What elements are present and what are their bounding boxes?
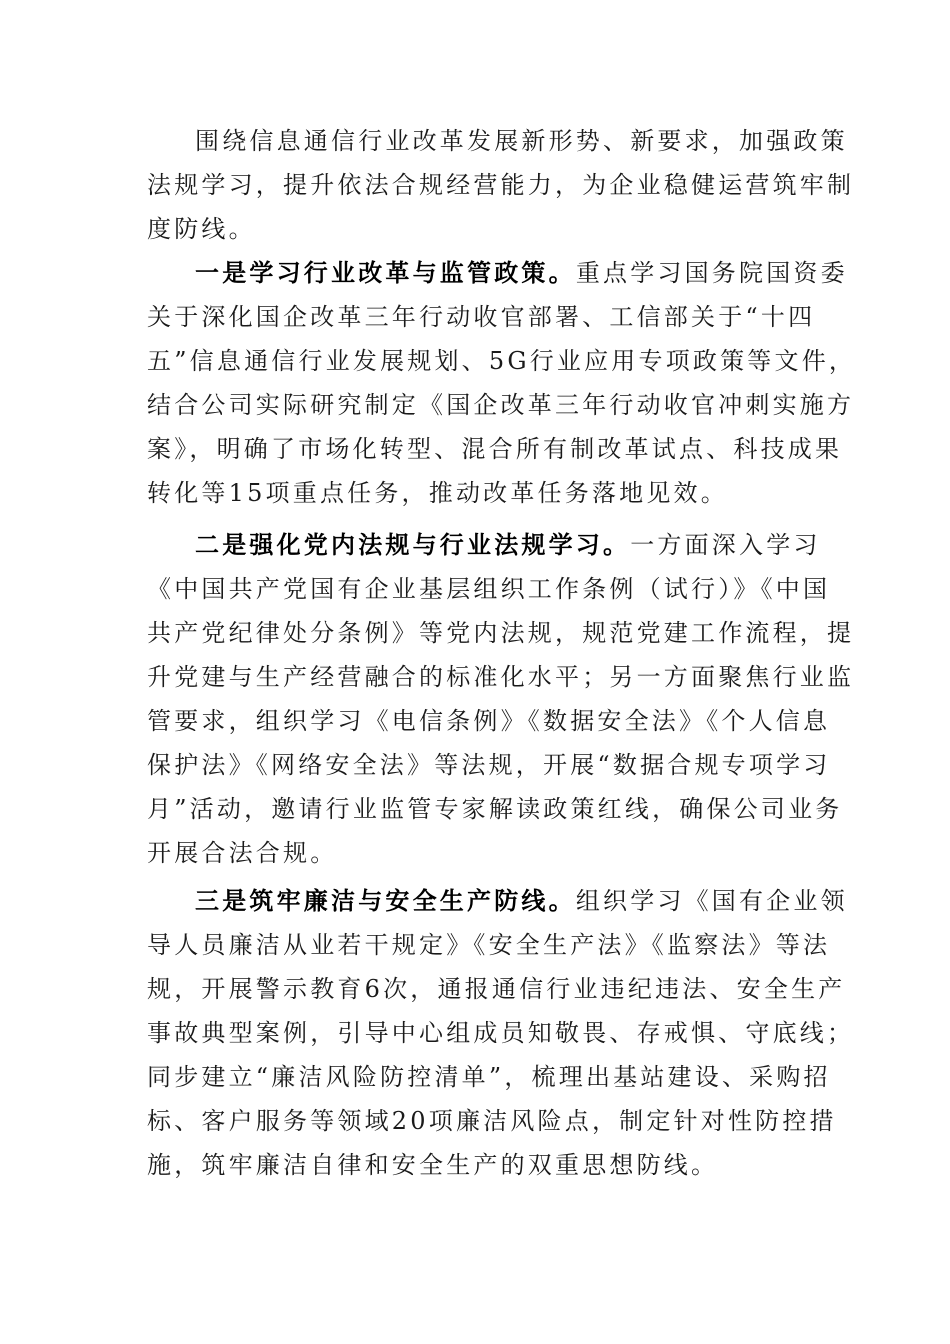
body-text: 规，开展警示教育6次，通报通信行业违纪违法、安全生产 — [147, 975, 846, 1003]
body-text: 关于深化国企改革三年行动收官部署、工信部关于“十四 — [147, 303, 816, 331]
paragraph-3-line-4 — [147, 662, 855, 706]
body-text: 施，筑牢廉洁自律和安全生产的双重思想防线。 — [147, 1151, 719, 1179]
paragraph-3-line-7 — [147, 794, 843, 838]
body-text: 组织学习《国有企业领 — [575, 887, 848, 915]
paragraph-2-line-3 — [147, 346, 857, 390]
paragraph-4-line-2 — [147, 930, 831, 974]
paragraph-3-line-3 — [147, 618, 855, 662]
paragraph-4-line-6 — [147, 1106, 837, 1150]
body-text: 升党建与生产经营融合的标准化水平；另一方面聚焦行业监 — [147, 663, 855, 691]
body-text: 转化等15项重点任务，推动改革任务落地见效。 — [147, 479, 728, 507]
paragraph-2-line-5 — [147, 434, 843, 478]
paragraph-3-line-1 — [195, 530, 821, 574]
body-text: 开展合法合规。 — [147, 839, 338, 867]
body-text: 事故典型案例，引导中心组成员知敬畏、存戒惧、守底线； — [147, 1019, 855, 1047]
body-text: 法规学习，提升依法合规经营能力，为企业稳健运营筑牢制 — [147, 171, 855, 199]
paragraph-2-line-4 — [147, 390, 855, 434]
body-text: 《中国共产党国有企业基层组织工作条例（试行）》《中国 — [147, 575, 831, 603]
paragraph-4-line-3 — [147, 974, 846, 1018]
paragraph-heading: 三是筑牢廉洁与安全生产防线。 — [195, 887, 576, 915]
body-text: 月”活动，邀请行业监管专家解读政策红线，确保公司业务 — [147, 795, 843, 823]
paragraph-1-line-3 — [147, 214, 817, 258]
body-text: 保护法》《网络安全法》等法规，开展“数据合规专项学习 — [147, 751, 831, 779]
paragraph-3-line-6 — [147, 750, 831, 794]
paragraph-2-line-6 — [147, 478, 817, 522]
paragraph-4-line-5 — [147, 1062, 831, 1106]
paragraph-4-line-1 — [195, 886, 848, 930]
body-text: 同步建立“廉洁风险防控清单”，梳理出基站建设、采购招 — [147, 1063, 831, 1091]
paragraph-heading: 二是强化党内法规与行业法规学习。 — [195, 531, 631, 559]
body-text: 案》，明确了市场化转型、混合所有制改革试点、科技成果 — [147, 435, 843, 463]
paragraph-3-line-5 — [147, 706, 831, 750]
paragraph-1-line-1 — [195, 126, 848, 170]
paragraph-1-line-2 — [147, 170, 855, 214]
body-text: 管要求，组织学习《电信条例》《数据安全法》《个人信息 — [147, 707, 831, 735]
body-text: 五”信息通信行业发展规划、5G行业应用专项政策等文件， — [147, 347, 857, 375]
paragraph-4-line-4 — [147, 1018, 855, 1062]
body-text: 围绕信息通信行业改革发展新形势、新要求，加强政策 — [195, 127, 848, 155]
paragraph-heading: 一是学习行业改革与监管政策。 — [195, 259, 576, 287]
paragraph-3-line-8 — [147, 838, 817, 882]
body-text: 度防线。 — [147, 215, 256, 243]
paragraph-3-line-2 — [147, 574, 831, 618]
body-text: 共产党纪律处分条例》等党内法规，规范党建工作流程，提 — [147, 619, 855, 647]
paragraph-2-line-1 — [195, 258, 848, 302]
paragraph-2-line-2 — [147, 302, 817, 346]
body-text: 重点学习国务院国资委 — [575, 259, 848, 287]
paragraph-4-line-7 — [147, 1150, 817, 1194]
body-text: 一方面深入学习 — [630, 531, 821, 559]
body-text: 结合公司实际研究制定《国企改革三年行动收官冲刺实施方 — [147, 391, 855, 419]
body-text: 导人员廉洁从业若干规定》《安全生产法》《监察法》等法 — [147, 931, 831, 959]
body-text: 标、客户服务等领域20项廉洁风险点，制定针对性防控措 — [147, 1107, 837, 1135]
